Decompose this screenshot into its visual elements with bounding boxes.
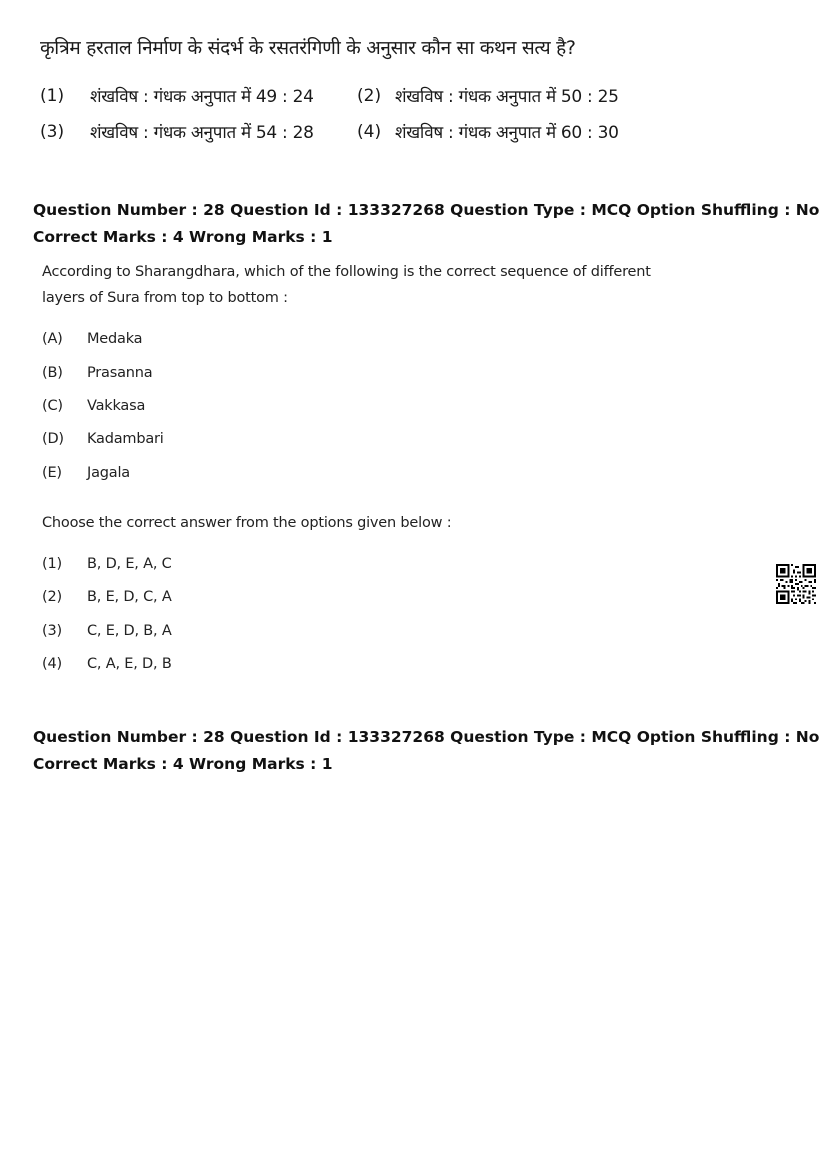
option-number-2: (2) (42, 589, 62, 605)
qr-code-icon (776, 564, 816, 604)
option-number-3: (3) (42, 623, 62, 639)
question-marks-line-2: Correct Marks : 4 Wrong Marks : 1 (33, 755, 333, 773)
hindi-option-1-number: (1) (40, 86, 65, 106)
hindi-option-2-number: (2) (357, 86, 382, 106)
option-text-3: C, E, D, B, A (87, 623, 172, 639)
option-text-2: B, E, D, C, A (87, 589, 172, 605)
item-text-c: Vakkasa (87, 398, 146, 414)
hindi-option-3-text: शंखविष : गंधक अनुपात में 54 : 28 (90, 123, 314, 143)
question-text-line-2: layers of Sura from top to bottom : (42, 290, 288, 306)
option-text-1: B, D, E, A, C (87, 556, 172, 572)
item-text-a: Medaka (87, 331, 143, 347)
item-text-b: Prasanna (87, 365, 153, 381)
item-label-e: (E) (42, 465, 62, 481)
instruction-text: Choose the correct answer from the options given below : (42, 515, 452, 531)
question-meta-line: Question Number : 28 Question Id : 133327268 Question Type : MCQ Option Shuffling : No (33, 201, 820, 219)
option-text-4: C, A, E, D, B (87, 656, 172, 672)
item-label-b: (B) (42, 365, 63, 381)
hindi-option-2-text: शंखविष : गंधक अनुपात में 50 : 25 (395, 87, 619, 107)
question-marks-line: Correct Marks : 4 Wrong Marks : 1 (33, 228, 333, 246)
question-text-line-1: According to Sharangdhara, which of the following is the correct sequence of different (42, 264, 651, 280)
item-label-d: (D) (42, 431, 64, 447)
item-text-d: Kadambari (87, 431, 164, 447)
item-label-c: (C) (42, 398, 63, 414)
hindi-option-4-number: (4) (357, 122, 382, 142)
hindi-option-4-text: शंखविष : गंधक अनुपात में 60 : 30 (395, 123, 619, 143)
hindi-option-1-text: शंखविष : गंधक अनुपात में 49 : 24 (90, 87, 314, 107)
option-number-4: (4) (42, 656, 62, 672)
option-number-1: (1) (42, 556, 62, 572)
question-meta-line-2: Question Number : 28 Question Id : 133327268 Question Type : MCQ Option Shuffling : No (33, 728, 820, 746)
hindi-question-text: कृत्रिम हरताल निर्माण के संदर्भ के रसतरंगिणी के अनुसार कौन सा कथन सत्य है? (40, 37, 576, 59)
item-label-a: (A) (42, 331, 63, 347)
hindi-option-3-number: (3) (40, 122, 65, 142)
item-text-e: Jagala (87, 465, 130, 481)
